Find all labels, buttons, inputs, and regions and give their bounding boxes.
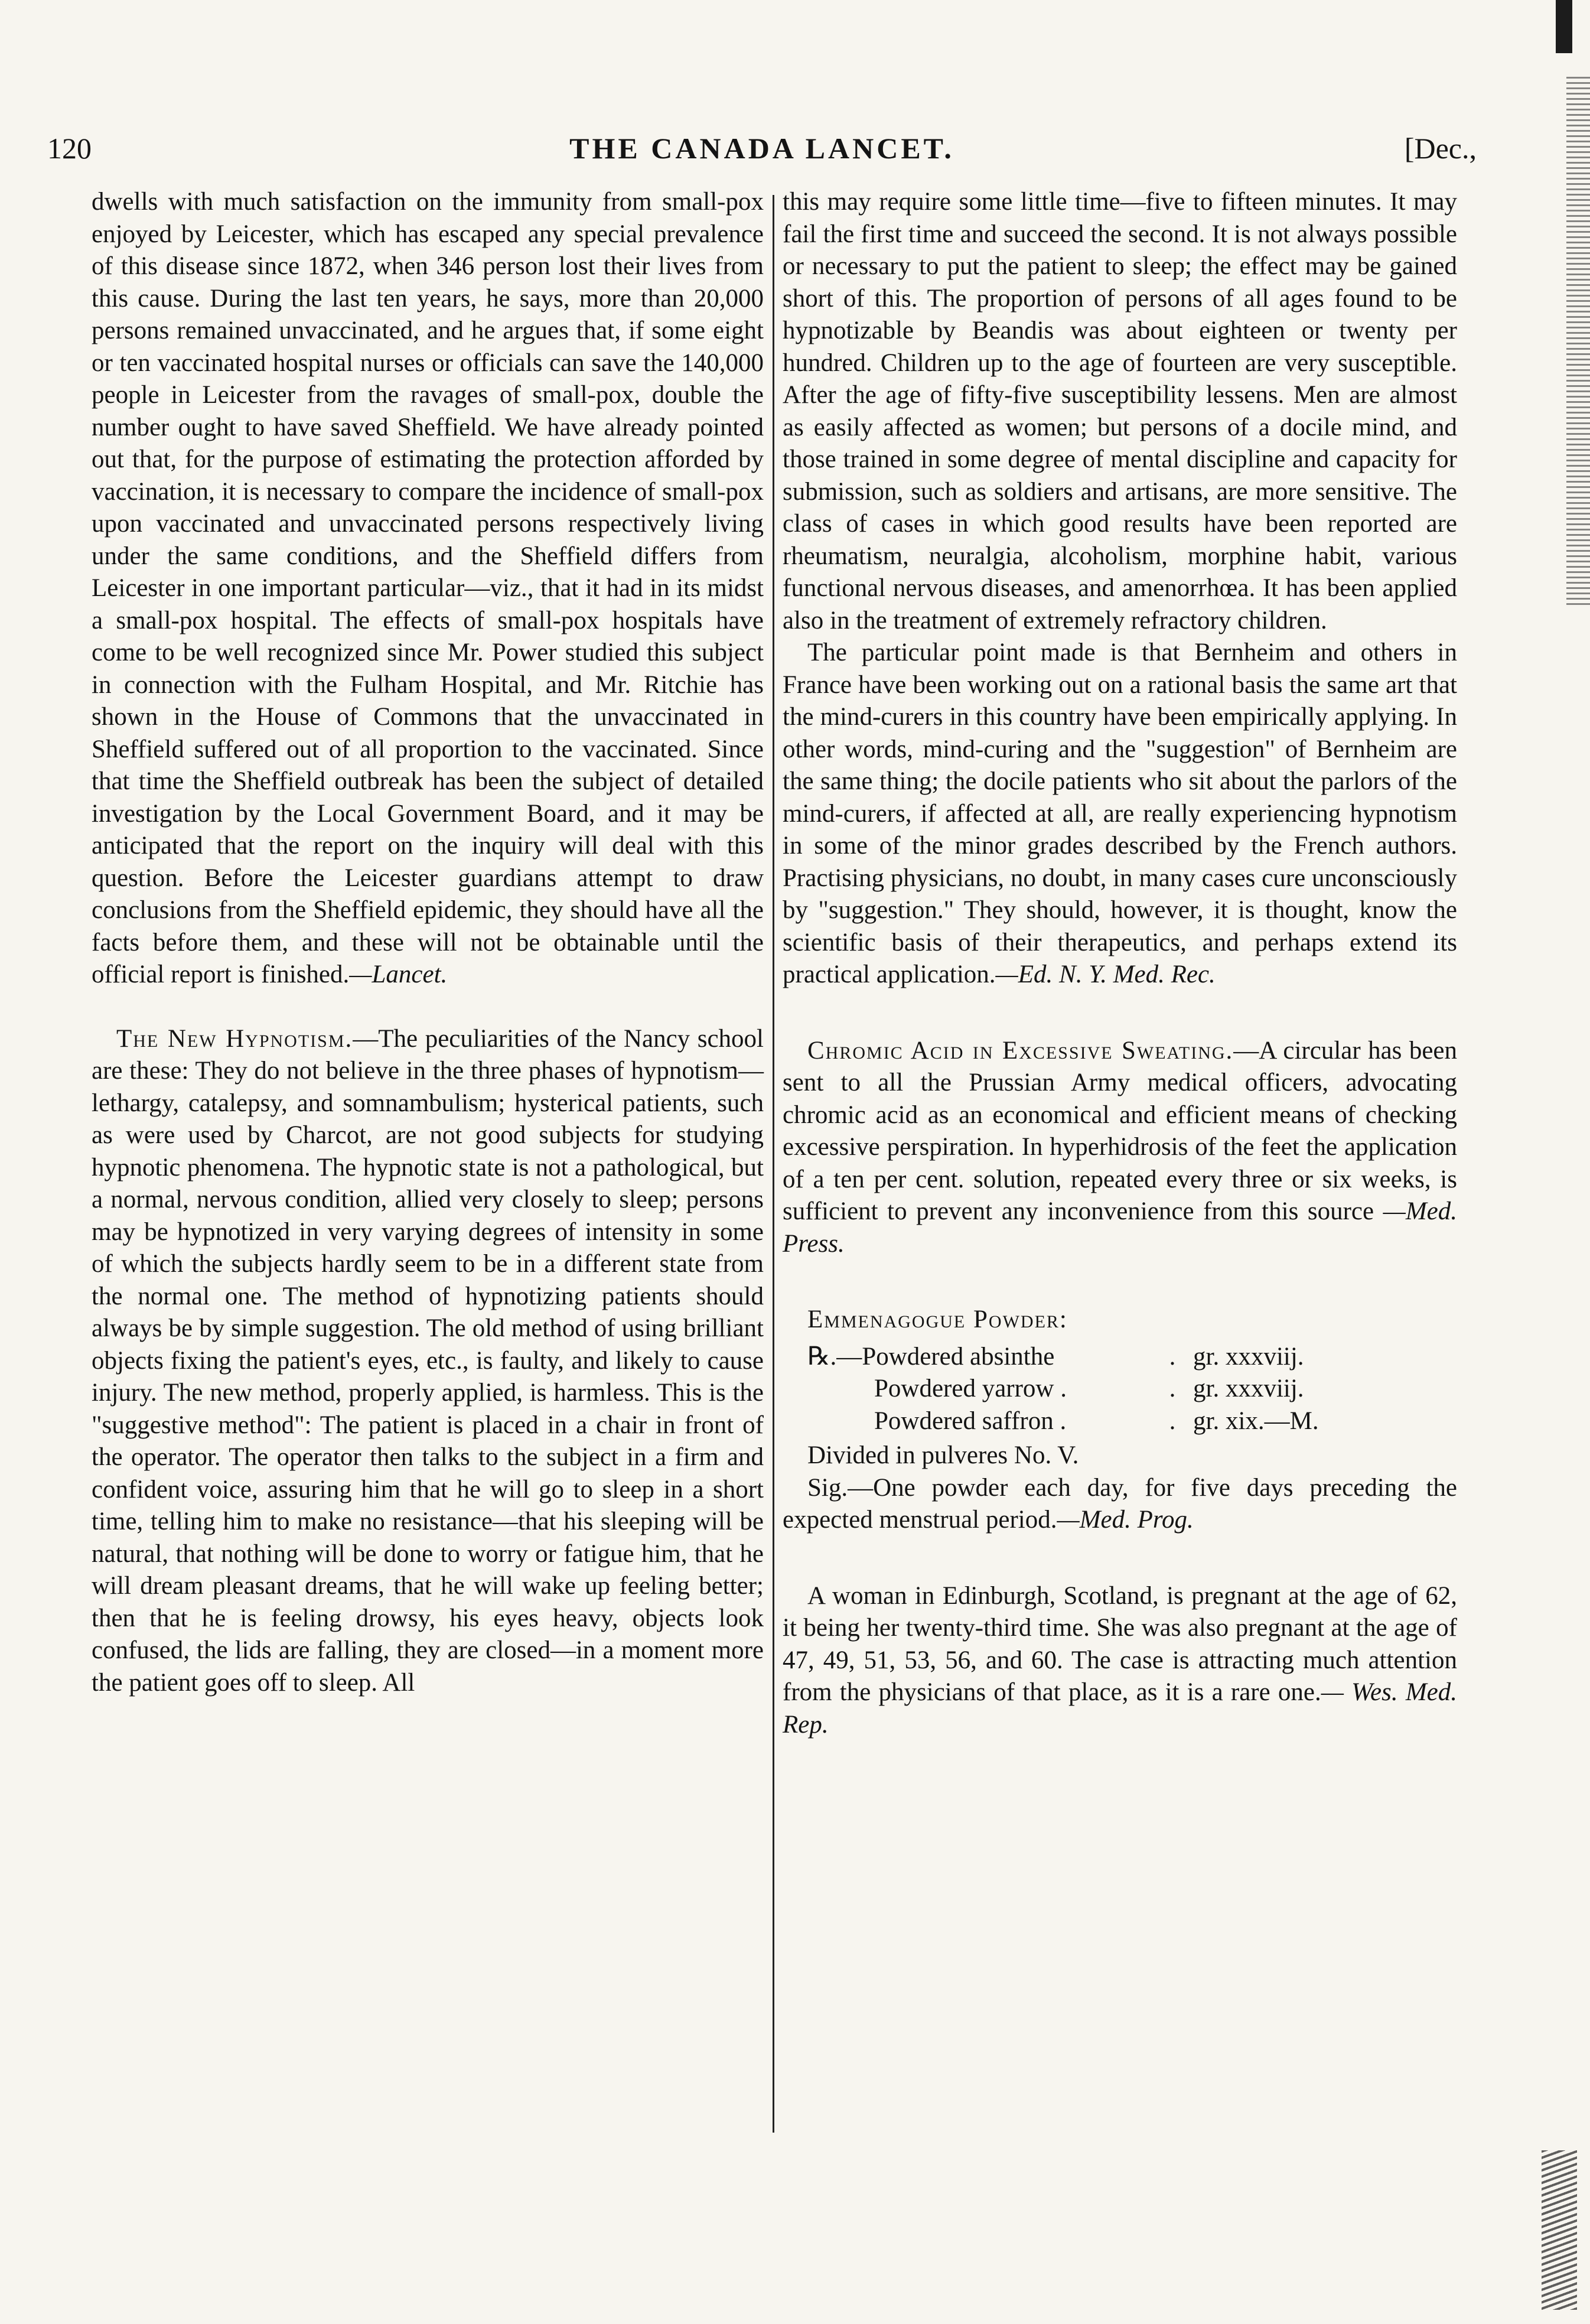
prescription-row	[807, 1341, 1325, 1373]
column-divider	[773, 195, 774, 2133]
rx-dots: .	[1169, 1342, 1176, 1371]
rx-dose: gr. xix.—M.	[1193, 1407, 1319, 1435]
rx-dots: .	[1169, 1375, 1176, 1402]
rx-prefix: ℞.—	[807, 1342, 862, 1371]
hypnotism-text: —The peculiarities of the Nancy school are these: They do not believe in the three phases of hypnotism—lethargy, catalepsy, and somnambulism; hysterical patients, such as were used by Charcot, are not good subjects for studying hypnotic phenomena. The hypnotic state is not a pathological, but a normal, nervous condition, allied very closely to sleep; persons may be hypnotized in very varying degrees of intensity in some of which the subjects hardly seem to be in a different state from the normal one. The method of hypnotizing patients should always be by simple suggestion. The old method of using brilliant objects fixing the patient's eyes, etc., is faulty, and likely to cause injury. The new method, properly applied, is harmless. This is the "suggestive method": The patient is placed in a chair in front of the operator. The operator then talks to the subject in a firm and confident voice, assuring him that he will go to sleep in a short time, telling him to make no resistance—that his sleeping will be natural, that nothing will be done to worry or fatigue him, that he will dream pleasant dreams, that he will wake up feeling better; then that he is feeling drowsy, his eyes heavy, objects look confused, the lids are falling, they are closed—in a moment more the patient goes off to sleep. All	[92, 1024, 764, 1697]
hypnotism-continued: this may require some little time—five to fifteen minutes. It may fail the first time and succeed the second. It is not always possible or necessary to put the patient to sleep; the effect may be gained short of this. The proportion of persons of all ages found to be hypnotizable by Beandis was about eighteen or twenty per hundred. Children up to the age of fourteen are very susceptible. After the age of fifty-five susceptibility lessens. Men are almost as easily affected as women; but persons of a docile mind, and those trained in some degree of mental discipline and capacity for submission, such as soldiers and artisans, are more sensitive. The class of cases in which good results have been reported are rheumatism, neuralgia, alcoholism, morphine habit, various functional nervous diseases, and amenorrhœa. It has been applied also in the treatment of extremely refractory children.	[783, 188, 1457, 634]
rx-ingredient: Powdered absinthe	[862, 1342, 1055, 1371]
prescription-row	[807, 1405, 1325, 1438]
sig-paragraph	[783, 1472, 1457, 1537]
vaccination-source: —Lancet.	[349, 961, 448, 988]
left-column	[92, 186, 764, 1699]
vaccination-paragraph	[92, 186, 764, 991]
powder-heading-line	[783, 1304, 1457, 1336]
hypnotism-article	[92, 1023, 764, 1700]
journal-title: THE CANADA LANCET.	[569, 132, 954, 165]
scan-edge-mark	[1542, 2150, 1577, 2310]
chromic-source: —Med. Press.	[783, 1197, 1458, 1258]
bernheim-text: The particular point made is that Bernheim and others in France have been working out on a rational basis the same art that the mind-curers in this country have been empirically applying. In other words, mind-curing and the "suggestion" of Bernheim are the same thing; the docile patients who sit about the parlors of the mind-curers, if affected at all, are really experiencing hypnotism in some of the minor grades described by the French authors. Practising physicians, no doubt, in many cases cure unconsciously by "suggestion." They should, however, it is thought, know the scientific basis of their therapeutics, and perhaps extend its practical application.	[783, 639, 1457, 988]
rx-ingredient: Powdered saffron .	[874, 1407, 1067, 1435]
rx-dose: gr. xxxviij.	[1193, 1375, 1304, 1402]
vaccination-text: dwells with much satisfaction on the immunity from small-pox enjoyed by Leicester, which has escaped any special prevalence of this disease since 1872, when 346 person lost their lives from this cause. During the last ten years, he says, more than 20,000 persons remained unvaccinated, and he argues that, if some eight or ten vaccinated hospital nurses or officials can save the 140,000 people in Leicester from the ravages of small-pox, double the number ought to have saved Sheffield. We have already pointed out that, for the purpose of estimating the protection afforded by vaccination, it is necessary to compare the incidence of small-pox upon vaccinated and unvaccinated persons respectively living under the same conditions, and the Sheffield differs from Leicester in one important particular—viz., that it had in its midst a small-pox hospital. The effects of small-pox hospitals have come to be well recognized since Mr. Power studied this subject in connection with the Fulham Hospital, and Mr. Ritchie has shown in the House of Commons that the unvaccinated in Sheffield suffered out of all proportion to the vaccinated. Since that time the Sheffield outbreak has been the subject of detailed investigation by the Local Government Board, and it may be anticipated that the report on the inquiry will deal with this question. Before the Leicester guardians attempt to draw conclusions from the Sheffield epidemic, they should have all the facts before them, and these will not be obtainable until the official report is finished.	[92, 188, 764, 988]
prescription-row	[807, 1373, 1325, 1405]
right-column	[783, 186, 1457, 1741]
scan-edge-mark	[1556, 0, 1572, 53]
hypnotism-heading: The New Hypnotism.	[116, 1024, 353, 1053]
chromic-article	[783, 1035, 1457, 1261]
sig-source: —Med. Prog.	[1057, 1506, 1194, 1534]
sig-text: Sig.—One powder each day, for five days preceding the expected menstrual period.	[783, 1473, 1457, 1534]
prescription-table	[807, 1341, 1325, 1438]
bernheim-paragraph	[783, 637, 1457, 991]
rx-dose: gr. xxxviij.	[1193, 1342, 1304, 1371]
page-number: 120	[47, 132, 92, 165]
section-label: [Dec.,	[1404, 132, 1477, 165]
scan-edge-mark	[1566, 77, 1590, 608]
rx-ingredient: Powdered yarrow .	[874, 1375, 1067, 1402]
running-header	[47, 131, 1477, 172]
edinburgh-paragraph	[783, 1580, 1457, 1742]
chromic-heading: Chromic Acid in Excessive Sweating.	[807, 1036, 1234, 1065]
bernheim-source: —Ed. N. Y. Med. Rec.	[995, 961, 1216, 988]
edinburgh-text: A woman in Edinburgh, Scotland, is pregnant at the age of 62, it being her twenty-third time. She was also pregnant at the age of 47, 49, 51, 53, 56, and 60. The case is attracting much attention from the physicians of that place, as it is a rare one.	[783, 1581, 1457, 1706]
powder-heading: Emmenagogue Powder:	[807, 1306, 1068, 1333]
edinburgh-source: — Wes. Med. Rep.	[783, 1678, 1457, 1739]
rx-dots: .	[1169, 1407, 1176, 1435]
chromic-text: —A circular has been sent to all the Prussian Army medical officers, advocating chromic acid as an economical and efficient means of checking excessive perspiration. In hyperhidrosis of the feet the application of a ten per cent. solution, repeated every three or six weeks, is sufficient to prevent any inconvenience from this source	[783, 1036, 1457, 1225]
divided-line: Divided in pulveres No. V.	[807, 1441, 1079, 1469]
